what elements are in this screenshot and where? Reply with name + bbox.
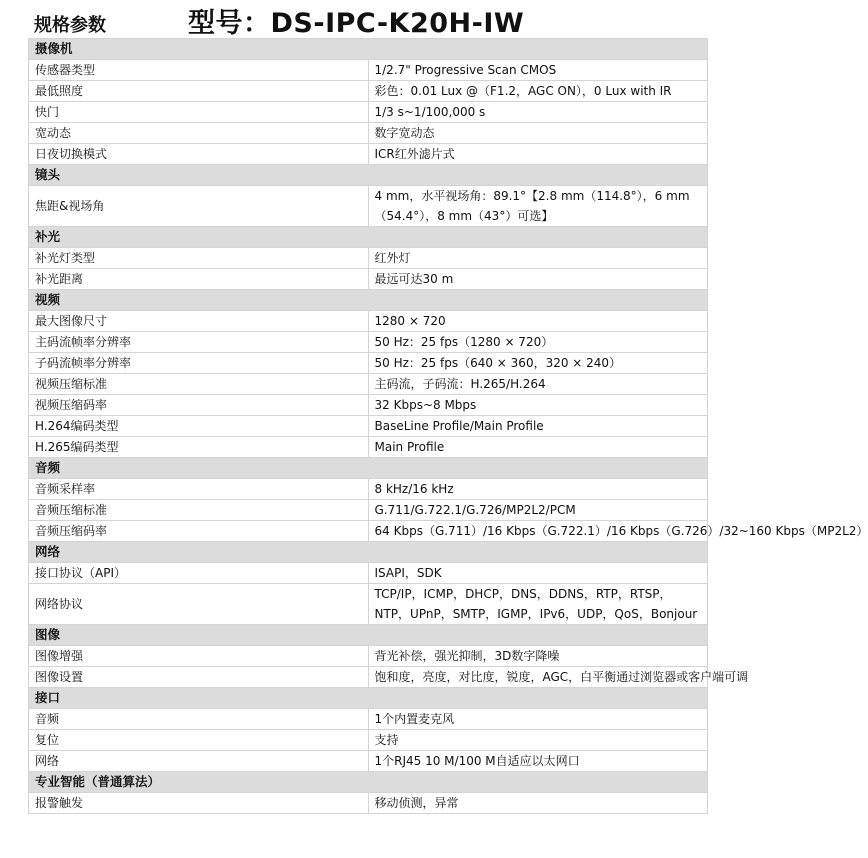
table-row (29, 144, 708, 165)
section-title: 补光 (29, 227, 708, 248)
spec-key: 音频压缩码率 (29, 521, 369, 542)
spec-key: 图像设置 (29, 667, 369, 688)
table-row (29, 793, 708, 814)
spec-key: 音频压缩标准 (29, 500, 369, 521)
table-row (29, 730, 708, 751)
section-header-audio (29, 458, 708, 479)
section-header-interface (29, 688, 708, 709)
spec-key: 图像增强 (29, 646, 369, 667)
table-row (29, 479, 708, 500)
spec-value: ICR红外滤片式 (368, 144, 708, 165)
spec-key: 日夜切换模式 (29, 144, 369, 165)
spec-value: 主码流，子码流：H.265/H.264 (368, 374, 708, 395)
spec-key: 复位 (29, 730, 369, 751)
spec-value: 1/3 s~1/100,000 s (368, 102, 708, 123)
spec-key: 子码流帧率分辨率 (29, 353, 369, 374)
section-header-network (29, 542, 708, 563)
table-row (29, 646, 708, 667)
model-title: 型号：DS-IPC-K20H-IW (188, 8, 525, 39)
spec-key: 网络 (29, 751, 369, 772)
page-title: 规格参数 (34, 15, 106, 36)
section-title: 图像 (29, 625, 708, 646)
section-title: 专业智能（普通算法） (29, 772, 708, 793)
spec-key: 宽动态 (29, 123, 369, 144)
spec-value: 1280 × 720 (368, 311, 708, 332)
spec-value: 32 Kbps~8 Mbps (368, 395, 708, 416)
table-row (29, 60, 708, 81)
section-title: 镜头 (29, 165, 708, 186)
spec-key: 补光灯类型 (29, 248, 369, 269)
spec-key: 网络协议 (29, 584, 369, 625)
spec-key: 补光距离 (29, 269, 369, 290)
spec-value: BaseLine Profile/Main Profile (368, 416, 708, 437)
table-row (29, 395, 708, 416)
table-row (29, 416, 708, 437)
spec-key: H.265编码类型 (29, 437, 369, 458)
table-row (29, 709, 708, 730)
spec-key: H.264编码类型 (29, 416, 369, 437)
spec-value: G.711/G.722.1/G.726/MP2L2/PCM (368, 500, 708, 521)
spec-key: 视频压缩码率 (29, 395, 369, 416)
spec-value: 支持 (368, 730, 708, 751)
spec-value: 4 mm，水平视场角：89.1°【2.8 mm（114.8°），6 mm（54.4°），8 mm（43°）可选】 (368, 186, 708, 227)
spec-value: 数字宽动态 (368, 123, 708, 144)
page-header (0, 0, 759, 38)
table-row (29, 186, 708, 227)
section-header-camera (29, 39, 708, 60)
spec-value: 彩色：0.01 Lux @（F1.2，AGC ON），0 Lux with IR (368, 81, 708, 102)
spec-key: 最低照度 (29, 81, 369, 102)
section-title: 音频 (29, 458, 708, 479)
spec-key: 报警触发 (29, 793, 369, 814)
section-title: 摄像机 (29, 39, 708, 60)
spec-key: 接口协议（API） (29, 563, 369, 584)
spec-value: 最远可达30 m (368, 269, 708, 290)
spec-value: ISAPI，SDK (368, 563, 708, 584)
spec-key: 音频 (29, 709, 369, 730)
spec-value: 红外灯 (368, 248, 708, 269)
spec-value: 50 Hz：25 fps（640 × 360，320 × 240） (368, 353, 708, 374)
spec-value: 饱和度，亮度，对比度，锐度，AGC，白平衡通过浏览器或客户端可调 (368, 667, 708, 688)
section-title: 网络 (29, 542, 708, 563)
spec-value: 1个RJ45 10 M/100 M自适应以太网口 (368, 751, 708, 772)
section-header-lens (29, 165, 708, 186)
spec-value: 64 Kbps（G.711）/16 Kbps（G.722.1）/16 Kbps（G.726）/32~160 Kbps（MP2L2） (368, 521, 708, 542)
spec-value: 移动侦测，异常 (368, 793, 708, 814)
spec-key: 视频压缩标准 (29, 374, 369, 395)
spec-key: 音频采样率 (29, 479, 369, 500)
section-header-image (29, 625, 708, 646)
spec-value: 1个内置麦克风 (368, 709, 708, 730)
section-header-smart (29, 772, 708, 793)
spec-value: 1/2.7" Progressive Scan CMOS (368, 60, 708, 81)
table-row (29, 248, 708, 269)
section-header-video (29, 290, 708, 311)
table-row (29, 563, 708, 584)
spec-value: Main Profile (368, 437, 708, 458)
table-row (29, 374, 708, 395)
table-row (29, 332, 708, 353)
table-row (29, 123, 708, 144)
table-row (29, 521, 708, 542)
table-row (29, 667, 708, 688)
table-row (29, 353, 708, 374)
spec-table (28, 38, 868, 814)
spec-key: 焦距&视场角 (29, 186, 369, 227)
table-row (29, 311, 708, 332)
table-row (29, 81, 708, 102)
table-row (29, 102, 708, 123)
section-header-illumination (29, 227, 708, 248)
table-row (29, 751, 708, 772)
spec-value: 8 kHz/16 kHz (368, 479, 708, 500)
table-row (29, 584, 708, 625)
table-row (29, 500, 708, 521)
spec-key: 快门 (29, 102, 369, 123)
spec-value: 50 Hz：25 fps（1280 × 720） (368, 332, 708, 353)
spec-key: 主码流帧率分辨率 (29, 332, 369, 353)
spec-value: TCP/IP，ICMP，DHCP，DNS，DDNS，RTP，RTSP，NTP，UPnP，SMTP，IGMP，IPv6，UDP，QoS，Bonjour (368, 584, 708, 625)
section-title: 视频 (29, 290, 708, 311)
spec-key: 最大图像尺寸 (29, 311, 369, 332)
table-row (29, 437, 708, 458)
table-row (29, 269, 708, 290)
spec-key: 传感器类型 (29, 60, 369, 81)
spec-value: 背光补偿，强光抑制，3D数字降噪 (368, 646, 708, 667)
section-title: 接口 (29, 688, 708, 709)
